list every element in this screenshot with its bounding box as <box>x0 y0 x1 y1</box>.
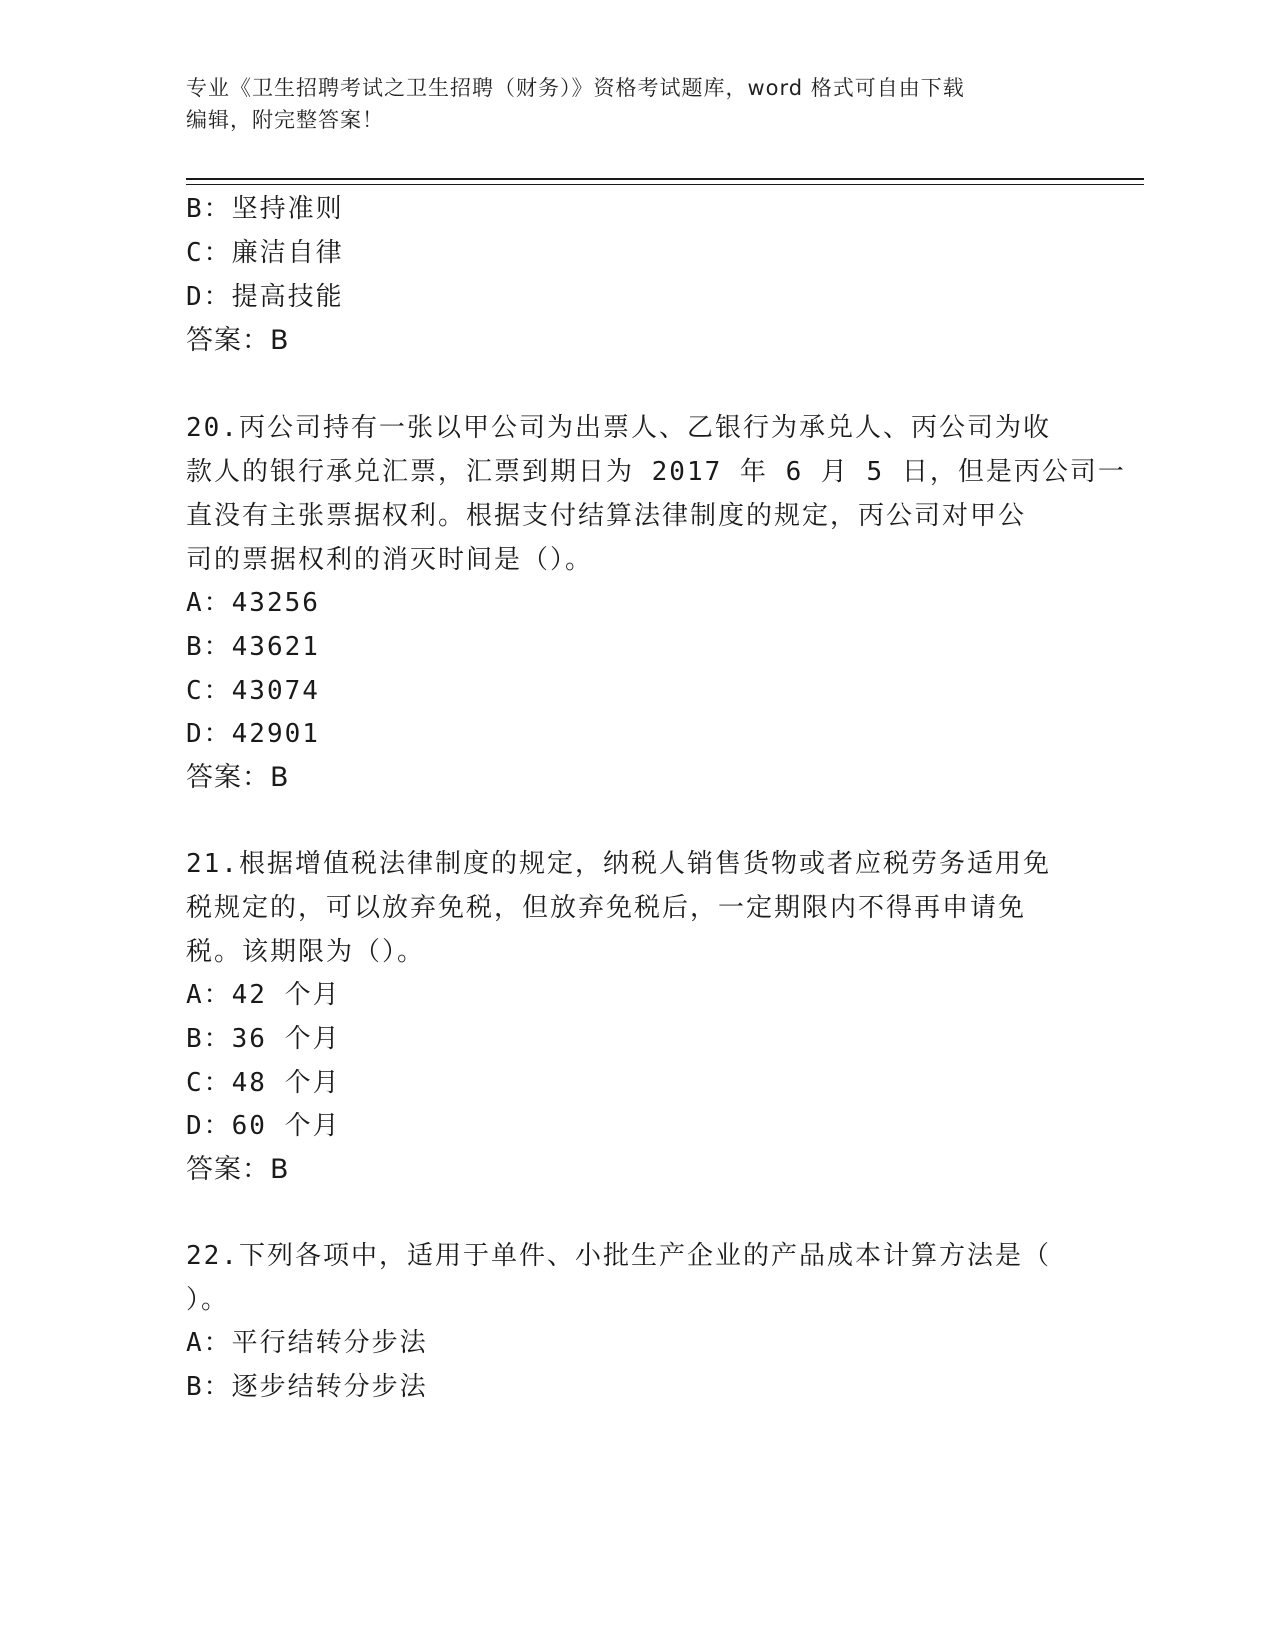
prev-option-d: D：提高技能 <box>186 282 344 312</box>
q21-answer: 答案：B <box>186 1154 290 1185</box>
header-line-2: 编辑，附完整答案！ <box>186 108 384 132</box>
q21-option-d: D：60 个月 <box>186 1111 341 1141</box>
header-line-1: 专业《卫生招聘考试之卫生招聘（财务）》资格考试题库，word 格式可自由下载 <box>186 76 965 100</box>
prev-option-b: B：坚持准则 <box>186 194 344 224</box>
q20-stem-line-2: 款人的银行承兑汇票，汇票到期日为 2017 年 6 月 5 日，但是丙公司一 <box>186 457 1126 487</box>
prev-answer: 答案：B <box>186 325 290 356</box>
q20-stem-line-4: 司的票据权利的消灭时间是（）。 <box>186 545 594 575</box>
prev-option-c: C：廉洁自律 <box>186 238 344 268</box>
q20-option-c: C：43074 <box>186 676 320 706</box>
q21-stem-line-3: 税。该期限为（）。 <box>186 937 426 967</box>
q20-answer: 答案：B <box>186 762 290 793</box>
q21-stem-line-2: 税规定的，可以放弃免税，但放弃免税后，一定期限内不得再申请免 <box>186 893 1027 923</box>
q21-option-c: C：48 个月 <box>186 1068 341 1098</box>
q20-stem-line-3: 直没有主张票据权利。根据支付结算法律制度的规定，丙公司对甲公 <box>186 501 1027 531</box>
q21-option-b: B：36 个月 <box>186 1024 341 1054</box>
header-divider <box>186 178 1144 180</box>
q22-option-a: A：平行结转分步法 <box>186 1328 428 1358</box>
q22-stem-line-1: 22.下列各项中，适用于单件、小批生产企业的产品成本计算方法是（ <box>186 1241 1051 1271</box>
q21-option-a: A：42 个月 <box>186 980 341 1010</box>
q22-option-b: B：逐步结转分步法 <box>186 1372 428 1402</box>
q21-stem-line-1: 21.根据增值税法律制度的规定，纳税人销售货物或者应税劳务适用免 <box>186 849 1051 879</box>
q20-option-d: D：42901 <box>186 719 320 749</box>
header-divider-thin <box>186 184 1144 185</box>
q20-option-a: A：43256 <box>186 588 320 618</box>
document-header <box>186 72 1066 136</box>
q20-option-b: B：43621 <box>186 632 320 662</box>
q20-stem-line-1: 20.丙公司持有一张以甲公司为出票人、乙银行为承兑人、丙公司为收 <box>186 413 1051 443</box>
q22-stem-line-2: ）。 <box>186 1285 230 1315</box>
